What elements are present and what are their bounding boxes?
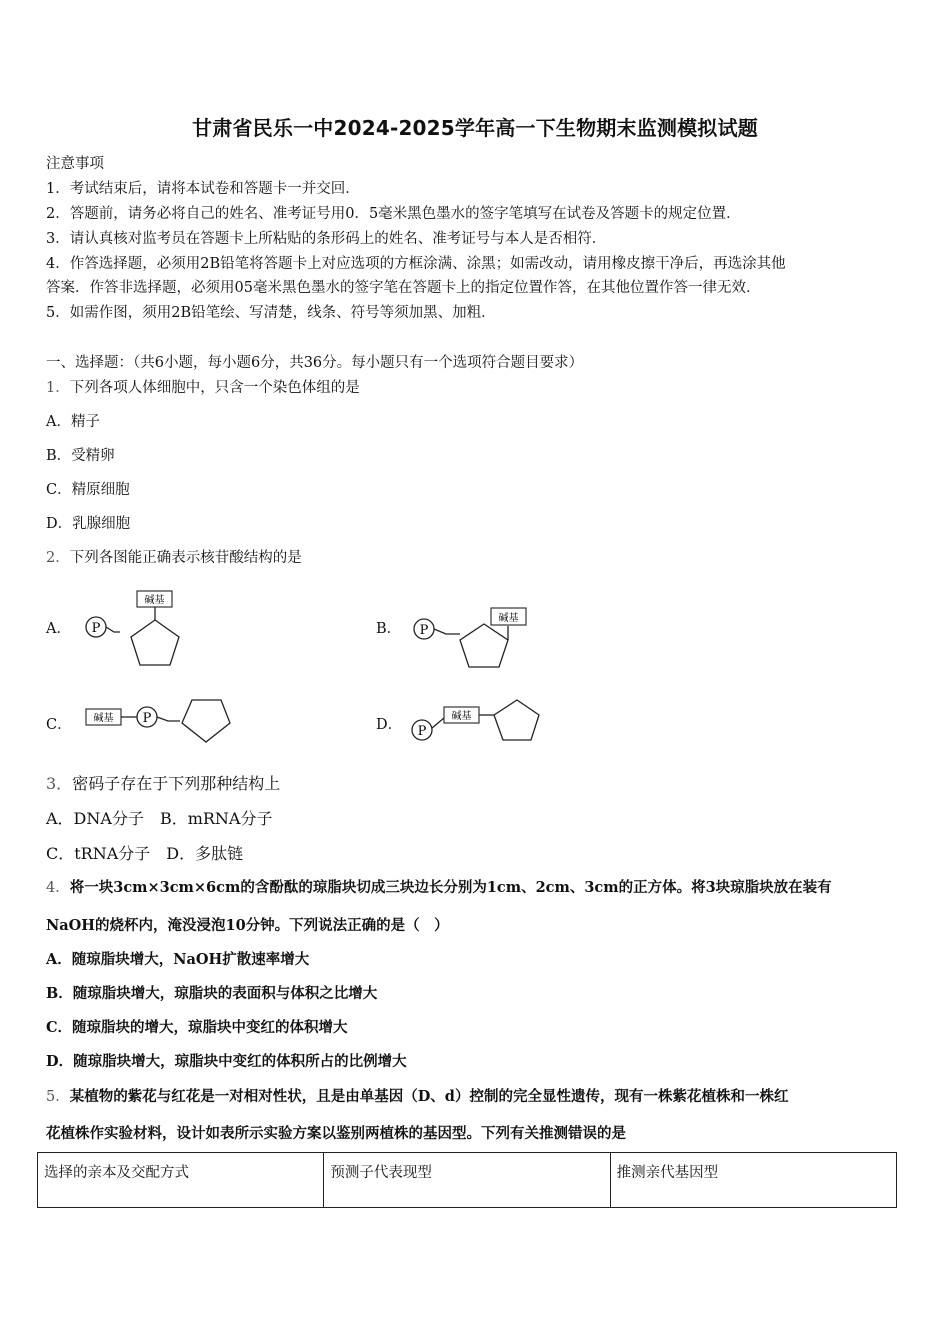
question-stem: 将一块3cm×3cm×6cm的含酚酞的琼脂块切成三块边长分别为1cm、2cm、3cm的正方体。将3块琼脂块放在装有 — [69, 879, 832, 896]
q5-table — [37, 1152, 897, 1208]
q4-option-a: A．随琼脂块增大，NaOH扩散速率增大 — [46, 951, 310, 968]
nucleotide-diagram-a — [80, 585, 190, 670]
question-4-cont: NaOH的烧杯内，淹没浸泡10分钟。下列说法正确的是（ ） — [46, 917, 449, 934]
q1-option-c: C．精原细胞 — [46, 482, 130, 498]
q4-option-d: D．随琼脂块增大，琼脂块中变红的体积所占的比例增大 — [46, 1053, 407, 1070]
question-5-cont: 花植株作实验材料，设计如表所示实验方案以鉴别两植株的基因型。下列有关推测错误的是 — [46, 1125, 626, 1142]
table-header-row — [38, 1153, 897, 1208]
base-label: 碱基 — [93, 713, 114, 724]
question-3 — [46, 771, 280, 794]
base-label: 碱基 — [498, 613, 519, 624]
nucleotide-diagram-b — [408, 600, 538, 675]
q3-options-row-1: A．DNA分子 B．mRNA分子 — [46, 809, 273, 828]
question-5 — [46, 1085, 788, 1106]
phosphate-label: P — [417, 724, 427, 739]
phosphate-label: P — [91, 621, 101, 636]
question-number: 5． — [46, 1089, 70, 1105]
table-header-cell: 选择的亲本及交配方式 — [38, 1153, 324, 1208]
notice-item-5: 5．如需作图，须用2B铅笔绘、写清楚，线条、符号等须加黑、加粗． — [46, 305, 496, 321]
question-stem: 下列各项人体细胞中，只含一个染色体组的是 — [69, 380, 360, 396]
q4-option-b: B．随琼脂块增大，琼脂块的表面积与体积之比增大 — [46, 985, 378, 1002]
q1-option-a: A．精子 — [46, 414, 100, 430]
section-heading: 一、选择题：（共6小题，每小题6分，共36分。每小题只有一个选项符合题目要求） — [46, 355, 584, 371]
notice-heading: 注意事项 — [46, 156, 104, 172]
notice-item-4: 4．作答选择题，必须用2B铅笔将答题卡上对应选项的方框涂满、涂黑；如需改动，请用橡皮擦干净后，再选涂其他 — [46, 256, 786, 272]
base-label: 碱基 — [451, 711, 472, 722]
q1-option-b: B．受精卵 — [46, 448, 115, 464]
phosphate-label: P — [419, 623, 429, 638]
notice-item-3: 3．请认真核对监考员在答题卡上所粘贴的条形码上的姓名、准考证号与本人是否相符． — [46, 231, 607, 247]
nucleotide-diagram-d — [408, 696, 548, 748]
notice-item-2: 2．答题前，请务必将自己的姓名、准考证号用0．5毫米黑色墨水的签字笔填写在试卷及答题卡的规定位置． — [46, 206, 741, 222]
notice-item-4-cont: 答案．作答非选择题，必须用05毫米黑色墨水的签字笔在答题卡上的指定位置作答，在其他位置作答一律无效． — [46, 280, 761, 296]
table-header-cell: 预测子代表现型 — [324, 1153, 610, 1208]
page-title: 甘肃省民乐一中2024-2025学年高一下生物期末监测模拟试题 — [192, 116, 758, 140]
q1-option-d: D．乳腺细胞 — [46, 516, 131, 532]
nucleotide-diagram-c — [84, 695, 244, 750]
question-2 — [46, 546, 302, 567]
question-stem: 某植物的紫花与红花是一对相对性状，且是由单基因（D、d）控制的完全显性遗传，现有一株紫花植株和一株红 — [69, 1088, 789, 1105]
question-stem: 密码子存在于下列那种结构上 — [72, 774, 281, 793]
table-header-cell: 推测亲代基因型 — [610, 1153, 896, 1208]
q2-label-c: C． — [46, 717, 72, 733]
q2-label-b: B． — [376, 621, 402, 637]
q4-option-c: C．随琼脂块的增大，琼脂块中变红的体积增大 — [46, 1019, 348, 1036]
question-4 — [46, 876, 832, 897]
q3-options-row-2: C．tRNA分子 D．多肽链 — [46, 844, 244, 863]
q2-label-d: D． — [376, 717, 403, 733]
notice-item-1: 1．考试结束后，请将本试卷和答题卡一并交回． — [46, 181, 360, 197]
question-stem: 下列各图能正确表示核苷酸结构的是 — [69, 550, 302, 566]
question-number: 3． — [46, 774, 73, 793]
base-label: 碱基 — [144, 595, 165, 606]
question-1 — [46, 376, 360, 397]
question-number: 1． — [46, 380, 70, 396]
question-number: 4． — [46, 880, 70, 896]
phosphate-label: P — [142, 711, 152, 726]
q2-label-a: A． — [46, 621, 71, 637]
question-number: 2． — [46, 550, 70, 566]
